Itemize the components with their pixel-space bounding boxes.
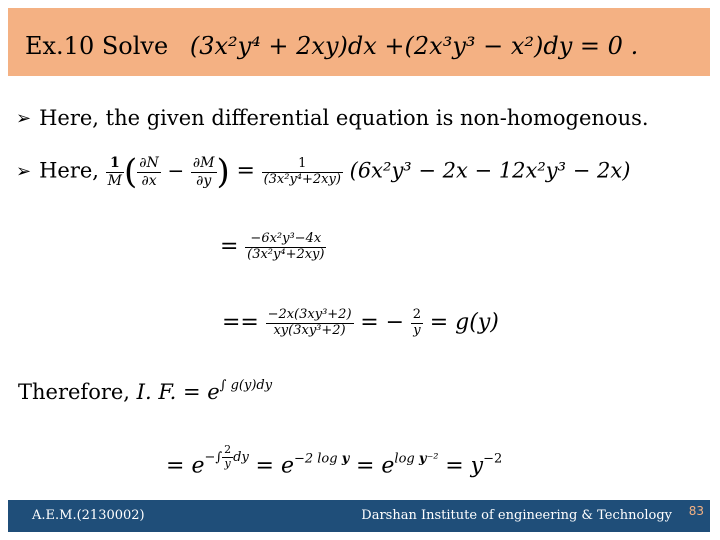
equation-line-4: == $\frac{\text{−2x(3xy³+2)}}{\text{xy(3xy³+2)}}$ = − $\frac{2}{y}$ = g(y): [222, 307, 499, 338]
arrow-bullet-icon: ➢: [16, 160, 32, 182]
line4-minus: = −: [360, 309, 405, 335]
title-bar: [8, 8, 710, 76]
line3-fraction: $\frac{\text{−6x²y³−4x}}{\text{(3x²y⁴+2xy)}}$: [247, 231, 325, 262]
title-equation: (3x²y⁴ + 2xy)dx +(2x³y³ − x²)dy = 0 .: [189, 32, 639, 60]
one-over-m: $\frac{1}{M}$: [107, 155, 123, 189]
footer-bar: [8, 500, 710, 532]
line5-prefix: Therefore,: [18, 380, 130, 404]
arrow-bullet-icon: ➢: [16, 108, 32, 129]
statement-line-1: [16, 106, 649, 130]
one-over-denominator: $\frac{1}{\text{(3x²y⁴+2xy)}}$: [263, 155, 341, 187]
dn-dx: $\frac{\partial N}{\partial x}$: [139, 155, 159, 189]
statement-text: Here, the given differential equation is non-homogenous.: [39, 106, 649, 130]
line5-if: I. F. = e: [136, 380, 220, 404]
two-over-y: $\frac{2}{y}$: [412, 307, 422, 338]
slide-title: [25, 32, 638, 60]
line2-prefix: Here,: [39, 158, 99, 183]
course-code: A.E.M.(2130002): [32, 508, 145, 523]
page-number: 83: [688, 504, 704, 518]
dm-dy: $\frac{\partial M}{\partial y}$: [192, 155, 215, 189]
line2-rhs: (6x²y³ − 2x − 12x²y³ − 2x): [349, 158, 631, 183]
equation-line-5: [18, 378, 272, 404]
line4-fraction: $\frac{\text{−2x(3xy³+2)}}{\text{xy(3xy³+2)}}$: [267, 307, 352, 338]
title-label: Ex.10 Solve: [25, 32, 169, 60]
equation-line-2: ➢ Here, $\frac{1}{M}$ ( $\frac{\partial N}{\partial x}$ − $\frac{\partial M}{\partial y}$ ) = $\frac{1}{\text{(3x²y⁴+2xy)}}$ (6x²y³ − 2x − 12x²y³ − 2x): [16, 152, 631, 192]
equation-line-6: = $e^{-\int \frac{2}{y} dy} = e^{-2 log y} = e^{log y^{-2}} = y^{-2}$: [166, 443, 503, 479]
institute-name: Darshan Institute of engineering & Technology: [361, 508, 672, 523]
line4-end: = g(y): [429, 309, 499, 335]
equation-line-3: = $\frac{\text{−6x²y³−4x}}{\text{(3x²y⁴+2xy)}}$: [220, 231, 325, 262]
line5-exponent: ∫ g(y)dy: [219, 378, 273, 393]
